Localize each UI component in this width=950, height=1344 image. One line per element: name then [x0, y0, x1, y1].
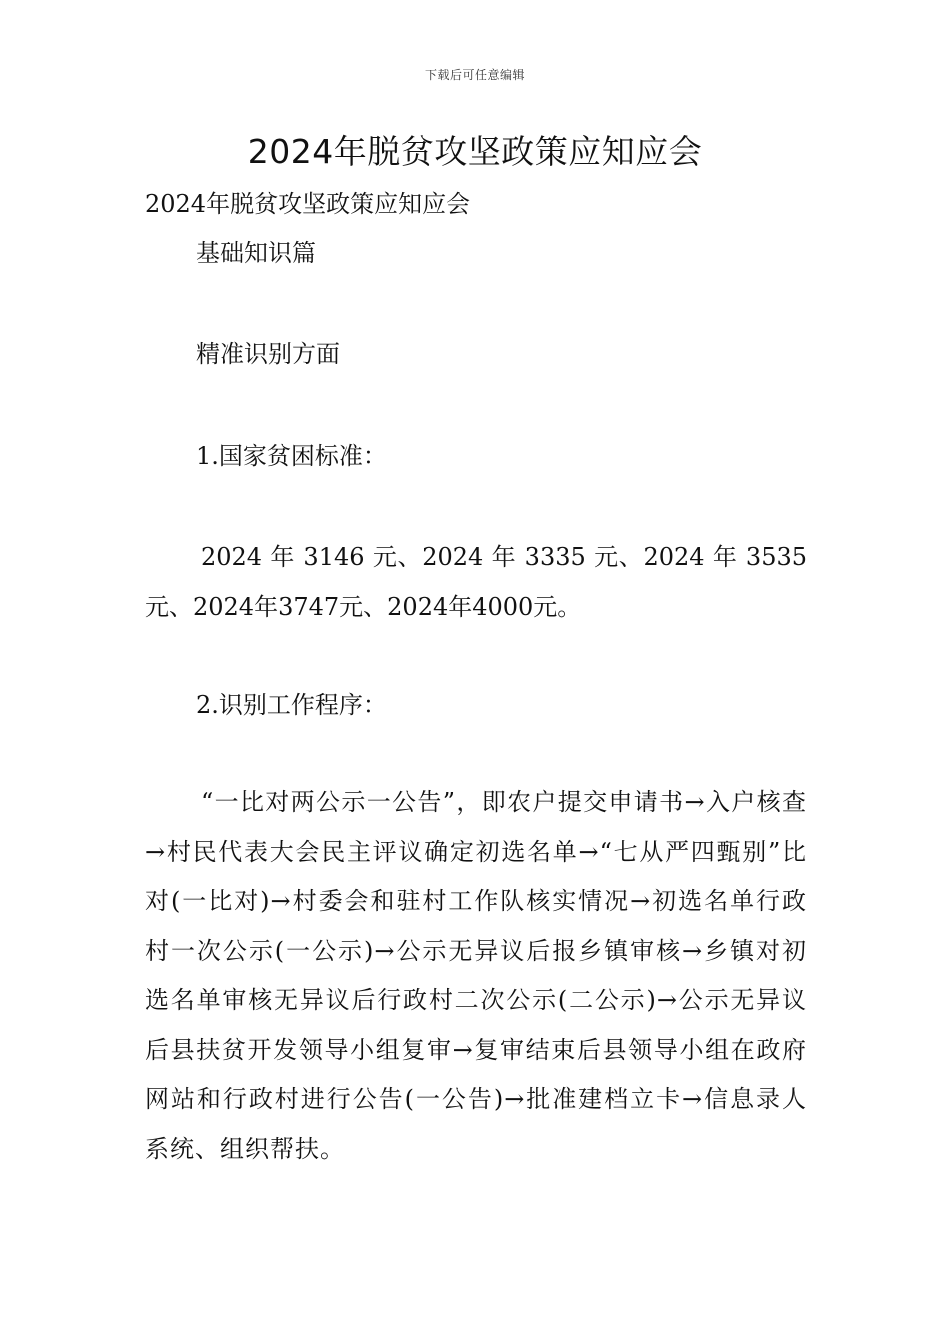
item-heading-poverty-standard: 1.国家贫困标准： — [196, 442, 387, 470]
poverty-standard-paragraph: 2024 年 3146 元、2024 年 3335 元、2024 年 3535 元、2024年3747元、2024年4000元。 — [145, 543, 807, 621]
document-title: 2024年脱贫攻坚政策应知应会 — [247, 132, 703, 171]
document-subtitle: 2024年脱贫攻坚政策应知应会 — [145, 190, 471, 218]
header-note: 下载后可任意编辑 — [424, 68, 525, 82]
section-heading-precise: 精准识别方面 — [196, 340, 340, 368]
section-heading-basic: 基础知识篇 — [196, 239, 316, 267]
item-heading-identification-procedure: 2.识别工作程序： — [196, 691, 387, 719]
identification-procedure-paragraph: “一比对两公示一公告”，即农户提交申请书→入户核查→村民代表大会民主评议确定初选名单→“七从严四甄别”比对(一比对)→村委会和驻村工作队核实情况→初选名单行政村一次公示(一公示)→公示无异议后报乡镇审核→乡镇对初选名单审核无异议后行政村二次公示(二公示)→公示无异议后县扶贫开发领导小组复审→复审结束后县领导小组在政府网站和行政村进行公告(一公告)→批准建档立卡→信息录人系统、组织帮扶。 — [145, 788, 807, 1163]
